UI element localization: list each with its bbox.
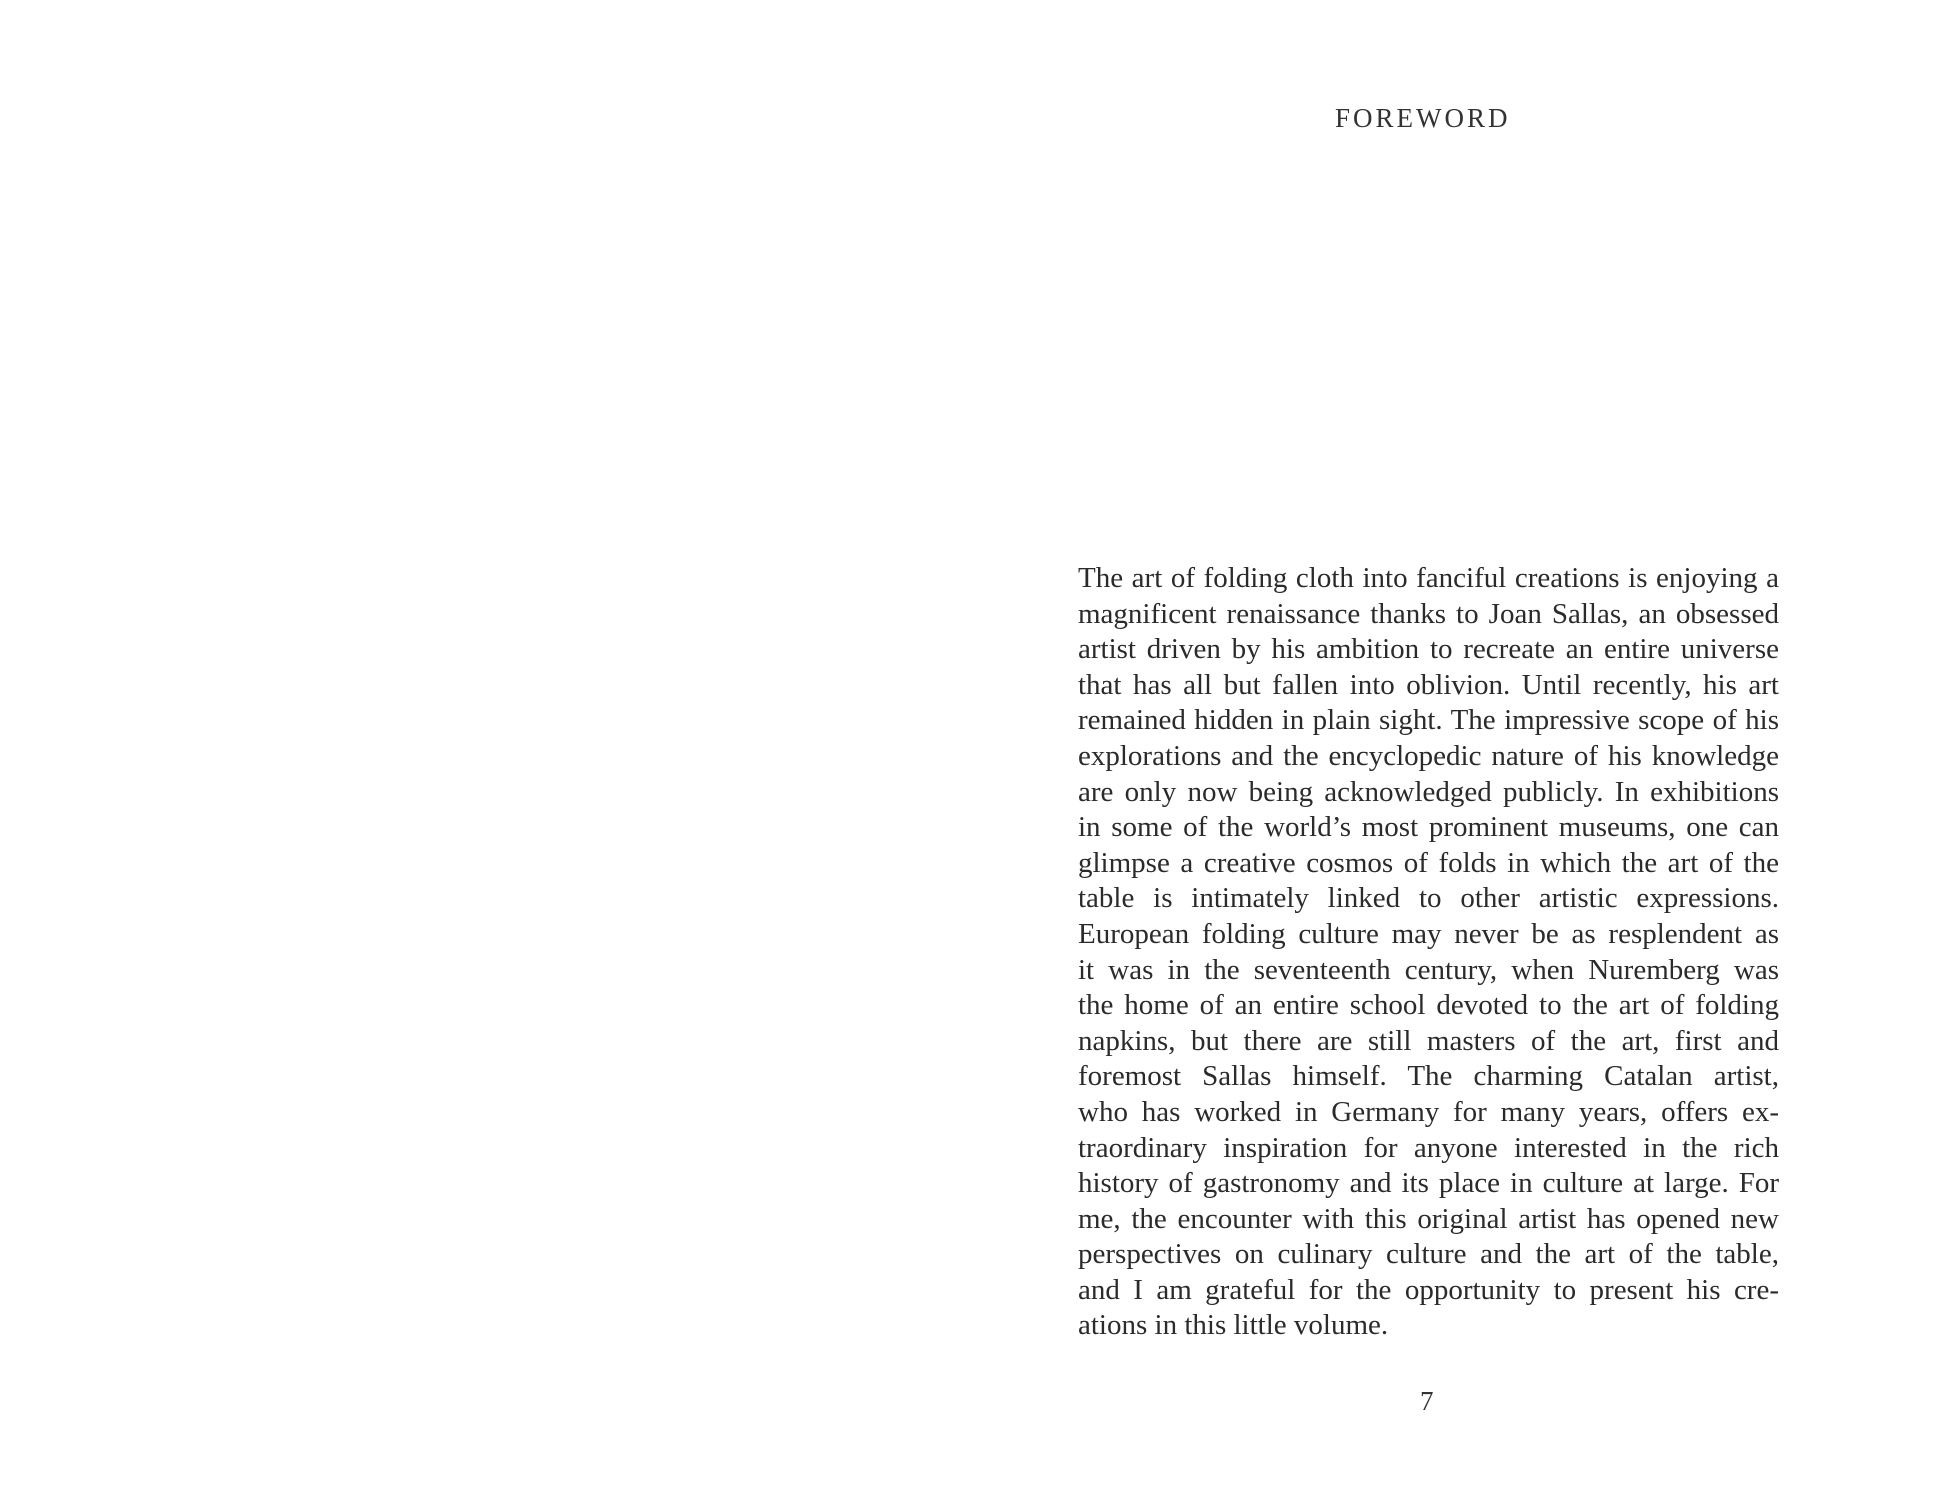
text-line: ations in this little volume. bbox=[1078, 1309, 1389, 1342]
text-line: who has worked in Germany for many years, offers ex- bbox=[1078, 1095, 1779, 1128]
text-line: napkins, but there are still masters of the art, first and bbox=[1078, 1024, 1779, 1057]
page-number: 7 bbox=[1420, 1386, 1434, 1416]
text-line: are only now being acknowledged publicly. In exhibitions bbox=[1078, 775, 1779, 808]
text-line: me, the encounter with this original artist has opened new bbox=[1078, 1202, 1779, 1235]
text-line: perspectives on culinary culture and the art of the table, bbox=[1078, 1238, 1779, 1271]
text-line: table is intimately linked to other artistic expressions. bbox=[1078, 882, 1779, 915]
text-line: the home of an entire school devoted to the art of folding bbox=[1078, 989, 1779, 1022]
text-line: artist driven by his ambition to recreate an entire universe bbox=[1078, 633, 1779, 666]
text-line: remained hidden in plain sight. The impressive scope of his bbox=[1078, 704, 1779, 737]
foreword-paragraph bbox=[1078, 561, 1779, 1344]
text-line: it was in the seventeenth century, when Nuremberg was bbox=[1078, 953, 1779, 986]
text-line: that has all but fallen into oblivion. Until recently, his art bbox=[1078, 668, 1779, 701]
text-line: European folding culture may never be as resplendent as bbox=[1078, 917, 1779, 950]
running-head: FOREWORD bbox=[1335, 103, 1511, 133]
text-line: in some of the world’s most prominent museums, one can bbox=[1078, 811, 1779, 844]
text-line: explorations and the encyclopedic nature of his knowledge bbox=[1078, 739, 1779, 772]
left-page-blank bbox=[0, 0, 970, 1500]
text-line: traordinary inspiration for anyone interested in the rich bbox=[1078, 1131, 1779, 1164]
text-line: The art of folding cloth into fanciful creations is enjoying a bbox=[1078, 562, 1779, 594]
text-line: glimpse a creative cosmos of folds in which the art of the bbox=[1078, 846, 1779, 879]
text-line: and I am grateful for the opportunity to present his cre- bbox=[1078, 1273, 1779, 1306]
text-line: foremost Sallas himself. The charming Catalan artist, bbox=[1078, 1060, 1779, 1093]
text-line: magnificent renaissance thanks to Joan Sallas, an obsessed bbox=[1078, 597, 1779, 630]
text-line: history of gastronomy and its place in culture at large. For bbox=[1078, 1167, 1779, 1200]
